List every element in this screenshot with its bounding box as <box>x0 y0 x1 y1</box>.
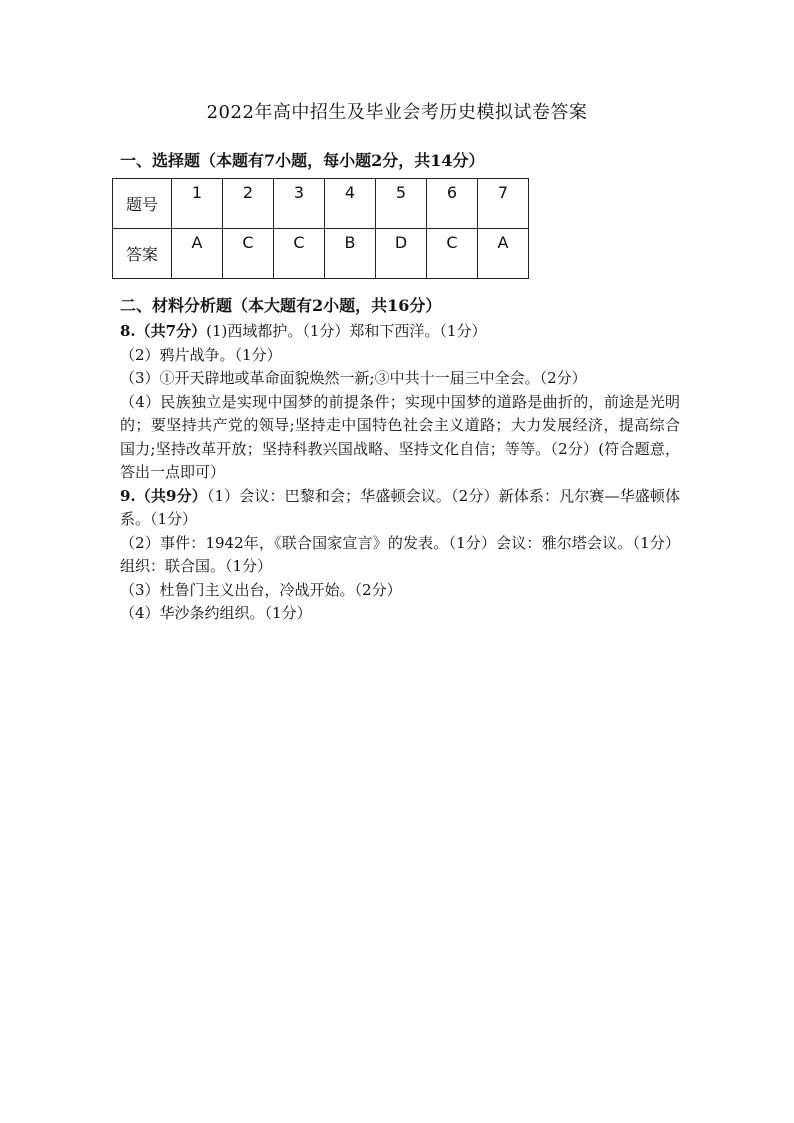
q8-label: 8.（共7分） <box>120 322 207 340</box>
answer-cell: C <box>427 229 478 279</box>
q9-part-4: （4）华沙条约组织。（1分） <box>120 604 312 622</box>
q8-part-3: （3）①开天辟地或革命面貌焕然一新;③中共十一届三中全会。（2分） <box>120 369 587 387</box>
row-label-answer: 答案 <box>113 229 172 279</box>
question-number-cell: 7 <box>478 179 529 229</box>
question-number-cell: 4 <box>325 179 376 229</box>
question-number-cell: 6 <box>427 179 478 229</box>
q8-part-2: （2）鸦片战争。（1分） <box>120 345 282 364</box>
q8-part-1: (1)西域都护。（1分）郑和下西洋。（1分） <box>206 322 487 340</box>
section-multiple-choice-heading: 一、选择题（本题有7小题，每小题2分，共14分） <box>120 151 485 170</box>
row-label-number: 题号 <box>113 179 172 229</box>
material-analysis-answers <box>120 320 680 626</box>
table-row-answers <box>113 229 529 279</box>
answer-cell: C <box>223 229 274 279</box>
answer-cell: B <box>325 229 376 279</box>
q8-part-4: （4）民族独立是实现中国梦的前提条件；实现中国梦的道路是曲折的，前途是光明的；要坚持共产党的领导;坚持走中国特色社会主义道路；大力发展经济，提高综合国力;坚持改革开放；坚持科教兴国战略、坚持文化自信；等等。（2分）(符合题意，答出一点即可） <box>120 392 680 481</box>
q8-line-1 <box>120 320 680 344</box>
answer-cell: A <box>478 229 529 279</box>
answer-cell: D <box>376 229 427 279</box>
question-number-cell: 5 <box>376 179 427 229</box>
question-number-cell: 3 <box>274 179 325 229</box>
q9-part-1: （1）会议：巴黎和会；华盛顿会议。（2分）新体系：凡尔赛—华盛顿体系。（1分） <box>120 486 680 528</box>
answer-table <box>112 178 529 279</box>
question-number-cell: 2 <box>223 179 274 229</box>
answer-cell: A <box>172 229 223 279</box>
q9-part-2: （2）事件：1942年，《联合国家宣言》的发表。（1分）会议：雅尔塔会议。（1分）组织：联合国。（1分） <box>120 533 680 575</box>
answer-cell: C <box>274 229 325 279</box>
q9-part-3: （3）杜鲁门主义出台，冷战开始。（2分） <box>120 580 402 599</box>
question-number-cell: 1 <box>172 179 223 229</box>
q9-line-1 <box>120 485 680 532</box>
section-material-analysis-heading: 二、材料分析题（本大题有2小题，共16分） <box>120 296 442 315</box>
table-row-numbers <box>113 179 529 229</box>
q9-label: 9.（共9分） <box>120 486 207 505</box>
page-title: 2022年高中招生及毕业会考历史模拟试卷答案 <box>206 102 588 123</box>
